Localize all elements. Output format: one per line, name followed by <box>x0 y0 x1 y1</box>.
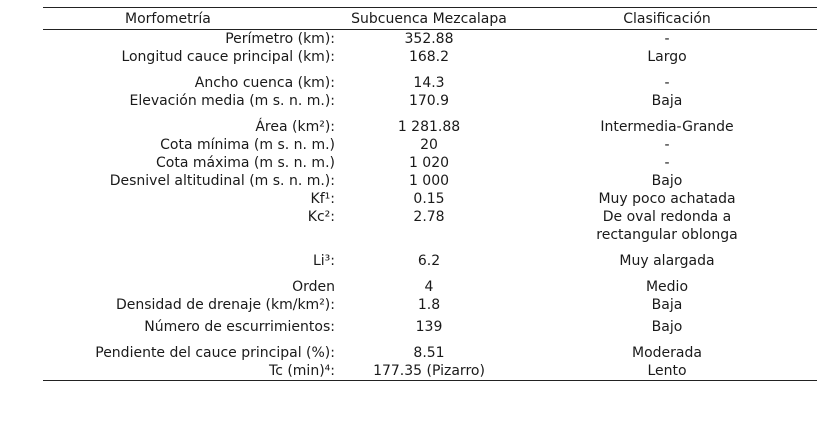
row-value: 168.2 <box>408 49 450 65</box>
row-value: 8.51 <box>413 345 445 361</box>
row-classification-line2: rectangular oblonga <box>596 227 738 243</box>
table-row <box>43 270 817 296</box>
row-label: Ancho cuenca (km): <box>194 75 335 91</box>
row-classification <box>517 208 817 244</box>
row-label: Cota mínima (m s. n. m.) <box>160 137 335 153</box>
row-label: Li³: <box>312 253 335 269</box>
row-classification: Medio <box>645 279 689 295</box>
row-value: 4 <box>424 279 434 295</box>
row-value: 1 020 <box>408 155 450 171</box>
table-row <box>43 362 817 381</box>
row-value: 177.35 (Pizarro) <box>341 362 517 381</box>
header-row <box>43 8 817 30</box>
row-label: Elevación media (m s. n. m.): <box>129 93 335 109</box>
row-label: Kc²: <box>307 209 335 225</box>
row-value: 170.9 <box>408 93 450 109</box>
row-classification: Muy alargada <box>619 253 715 269</box>
row-value: 1.8 <box>417 297 441 313</box>
row-label: Pendiente del cauce principal (%): <box>95 345 335 361</box>
row-classification: Muy poco achatada <box>598 191 736 207</box>
row-value: 352.88 <box>404 31 454 47</box>
table-row <box>43 30 817 49</box>
row-label: Longitud cauce principal (km): <box>121 49 335 65</box>
table-row <box>43 208 817 244</box>
row-value: 20 <box>420 137 438 153</box>
table-row <box>43 190 817 208</box>
table-row <box>43 244 817 270</box>
row-value: 14.3 <box>413 75 445 91</box>
row-classification: Bajo <box>651 319 683 335</box>
row-classification: Moderada <box>632 345 702 361</box>
table-row <box>43 314 817 336</box>
row-label: Kf¹: <box>310 191 335 207</box>
row-label: Desnivel altitudinal (m s. n. m.): <box>109 173 335 189</box>
row-label: Orden <box>292 279 335 295</box>
table-header <box>43 8 817 30</box>
row-classification-line1: De oval redonda a <box>602 209 732 225</box>
row-classification: - <box>664 155 670 171</box>
row-classification: Lento <box>517 362 817 381</box>
row-classification: Largo <box>647 49 687 65</box>
row-value: 6.2 <box>417 253 441 269</box>
header-subcuenca: Subcuenca Mezcalapa <box>341 8 517 30</box>
row-label: Perímetro (km): <box>225 31 335 47</box>
row-classification: Intermedia-Grande <box>600 119 734 135</box>
row-label: Número de escurrimientos: <box>144 319 335 335</box>
row-value: 0.15 <box>413 191 445 207</box>
row-label: Área (km²): <box>255 119 335 135</box>
table-row <box>43 110 817 136</box>
row-value: 2.78 <box>413 209 445 225</box>
table-body <box>43 30 817 381</box>
row-value: 1 000 <box>408 173 450 189</box>
header-clasificacion: Clasificación <box>517 8 817 30</box>
table-row <box>43 48 817 66</box>
row-classification: - <box>664 31 670 47</box>
table-row <box>43 336 817 362</box>
table-row <box>43 296 817 314</box>
row-classification: Baja <box>651 297 683 313</box>
table-row <box>43 154 817 172</box>
table-row <box>43 66 817 92</box>
header-morfometria: Morfometría <box>43 8 341 30</box>
table-row <box>43 172 817 190</box>
row-label: Densidad de drenaje (km/km²): <box>115 297 335 313</box>
row-label: Tc (min)⁴: <box>43 362 341 381</box>
morphometry-table <box>43 7 817 381</box>
table-row <box>43 92 817 110</box>
row-classification: - <box>664 75 670 91</box>
row-value: 1 281.88 <box>397 119 461 135</box>
morphometry-table-container <box>43 7 817 381</box>
row-classification: Bajo <box>651 173 683 189</box>
table-row <box>43 136 817 154</box>
row-value: 139 <box>415 319 443 335</box>
row-classification: Baja <box>651 93 683 109</box>
row-classification: - <box>664 137 670 153</box>
row-label: Cota máxima (m s. n. m.) <box>156 155 335 171</box>
